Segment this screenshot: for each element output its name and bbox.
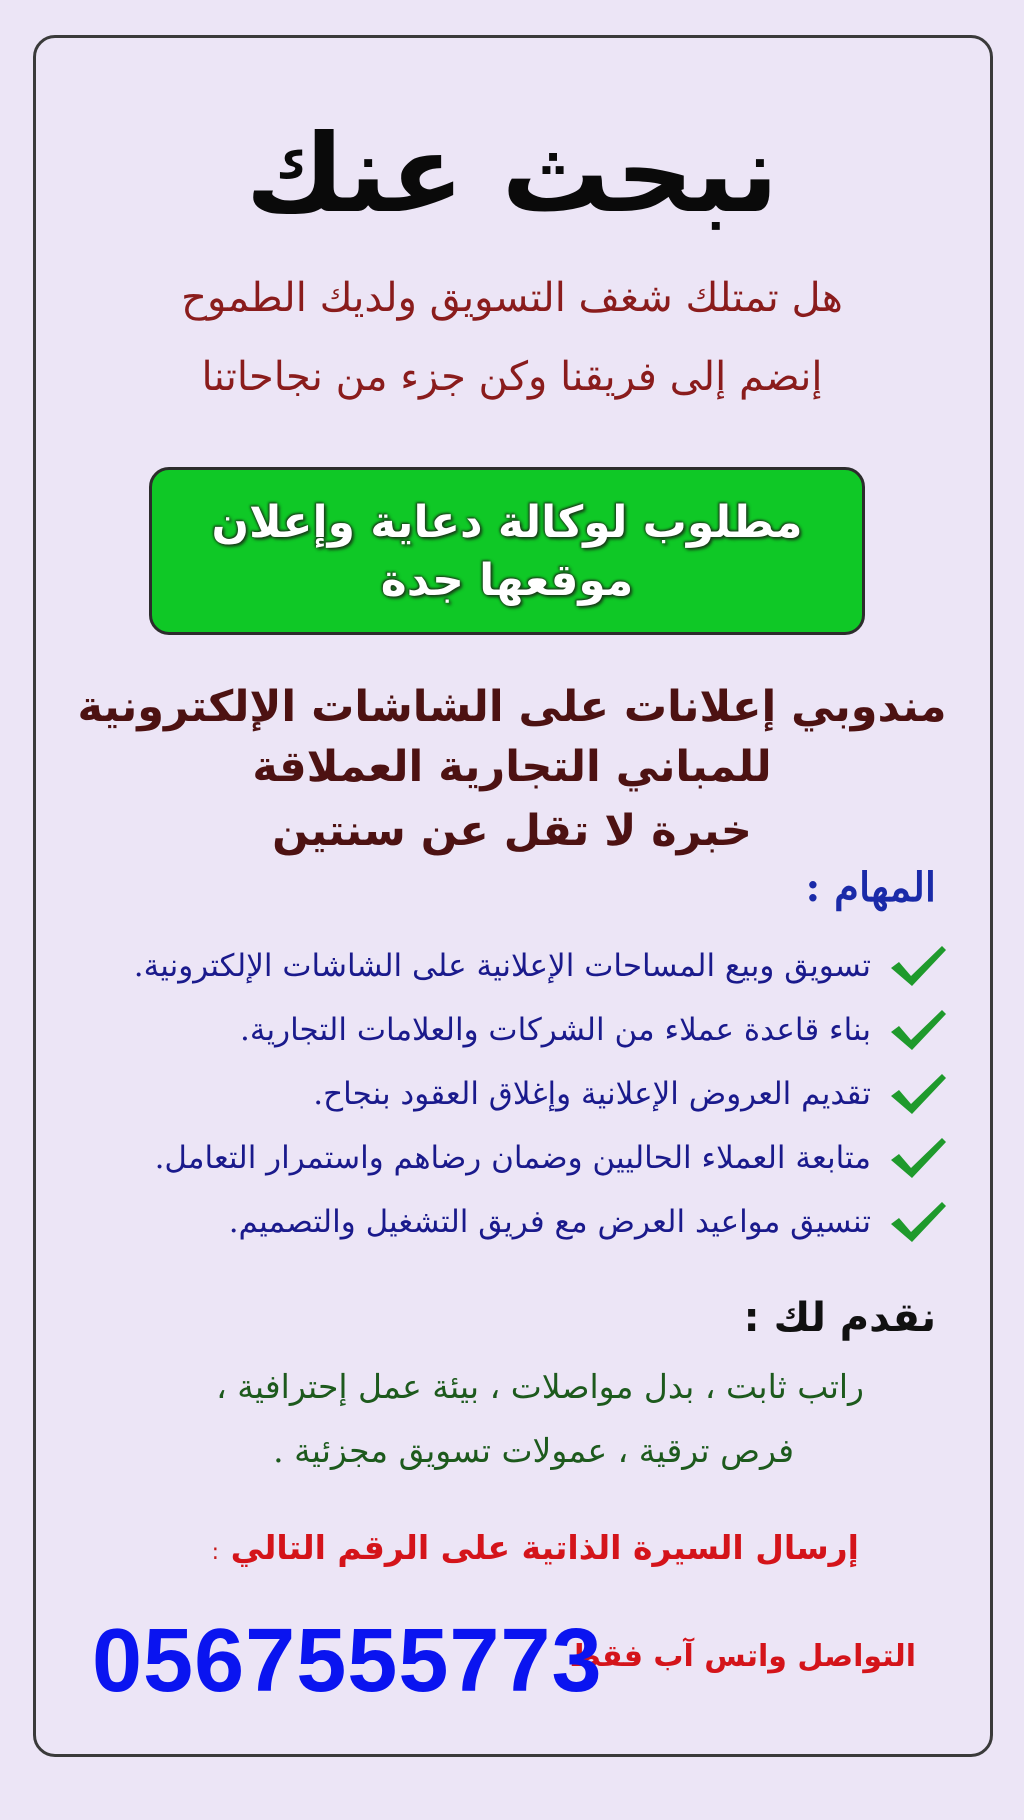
offer-heading: نقدم لك : (743, 1295, 936, 1341)
page-title: نبحث عنك (245, 112, 779, 237)
tasks-heading: المهام : (805, 864, 936, 911)
checkmark-icon (887, 1005, 949, 1055)
offer-line-2: فرص ترقية ، عمولات تسويق مجزئية . (273, 1431, 794, 1470)
job-banner-line-2: موقعها جدة (380, 555, 634, 606)
task-text: تنسيق مواعيد العرض مع فريق التشغيل والتصميم. (228, 1204, 871, 1240)
checkmark-icon (887, 1069, 949, 1119)
job-banner-line-1: مطلوب لوكالة دعاية وإعلان (211, 497, 803, 548)
requirement-line-1: مندوبي إعلانات على الشاشات الإلكترونية (77, 682, 947, 732)
offer-line-1: راتب ثابت ، بدل مواصلات ، بيئة عمل إحترافية ، (216, 1367, 864, 1406)
checkmark-icon (887, 941, 949, 991)
cv-instruction (212, 1520, 859, 1581)
intro-line-2: إنضم إلى فريقنا وكن جزء من نجاحاتنا (201, 354, 823, 400)
task-item (49, 998, 949, 1062)
intro-line-1: هل تمتلك شغف التسويق ولديك الطموح (181, 275, 843, 321)
task-item (49, 934, 949, 998)
cv-instruction-text: إرسال السيرة الذاتية على الرقم التالي (230, 1528, 859, 1567)
task-text: متابعة العملاء الحاليين وضمان رضاهم واستمرار التعامل. (154, 1140, 871, 1176)
phone-number: 0567555773 (92, 1611, 603, 1711)
task-item (49, 1190, 949, 1254)
task-text: بناء قاعدة عملاء من الشركات والعلامات التجارية. (240, 1012, 871, 1048)
job-banner (149, 467, 865, 635)
task-text: تقديم العروض الإعلانية وإغلاق العقود بنجاح. (313, 1076, 871, 1112)
checkmark-icon (887, 1133, 949, 1183)
cv-instruction-colon: : (211, 1540, 220, 1565)
requirement-line-3: خبرة لا تقل عن سنتين (272, 806, 752, 856)
task-item (49, 1062, 949, 1126)
requirement-line-2: للمباني التجارية العملاقة (252, 742, 772, 792)
task-text: تسويق وبيع المساحات الإعلانية على الشاشات الإلكترونية. (133, 948, 871, 984)
checkmark-icon (887, 1197, 949, 1247)
task-item (49, 1126, 949, 1190)
whatsapp-note: التواصل واتس آب فقط (569, 1639, 916, 1674)
task-list (49, 934, 949, 1254)
